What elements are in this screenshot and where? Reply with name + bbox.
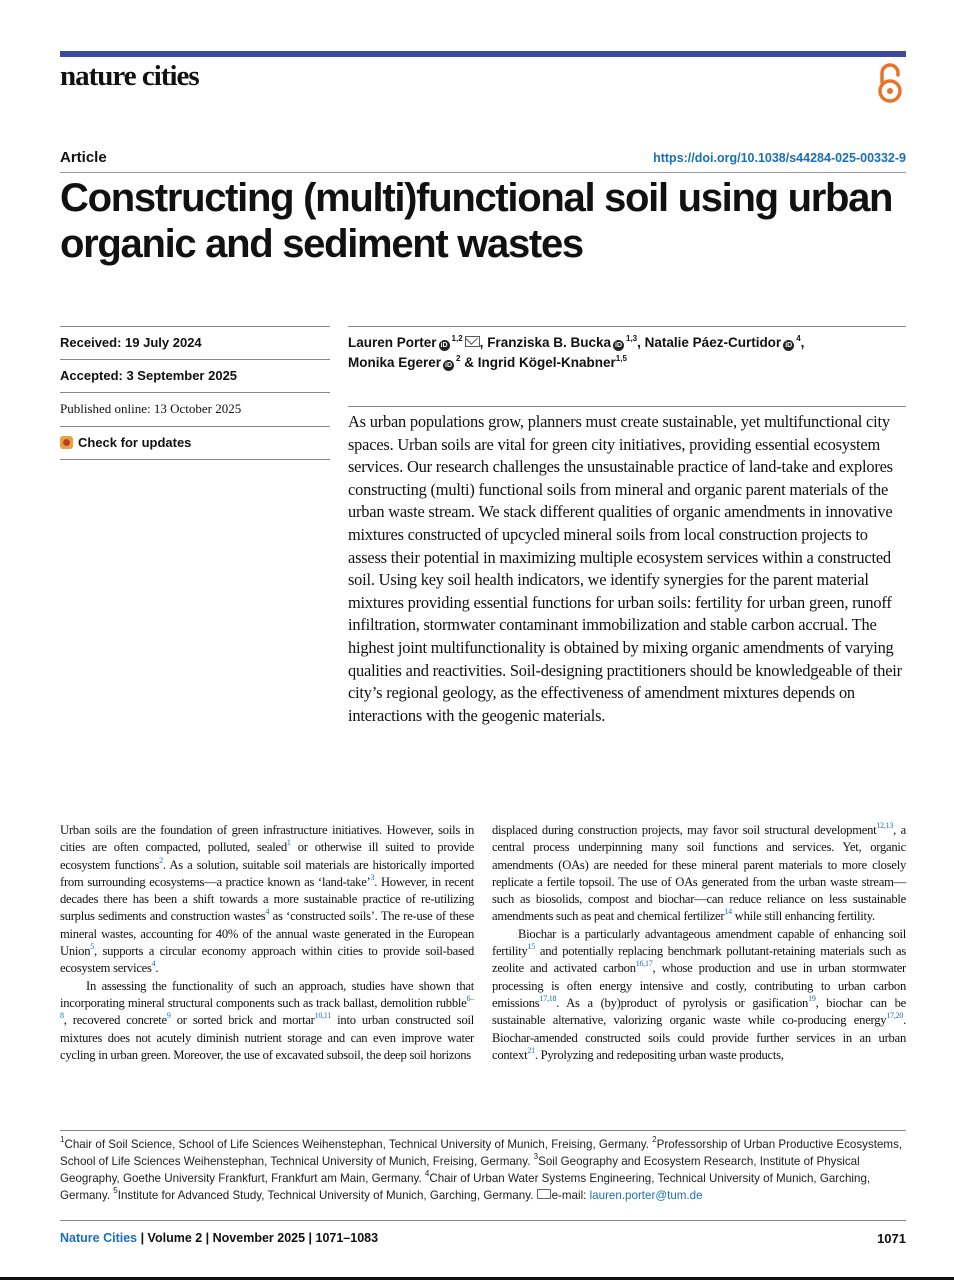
divider — [60, 172, 906, 173]
divider — [348, 406, 906, 407]
citation-ref[interactable]: 2 — [159, 855, 163, 865]
citation-ref[interactable]: 21 — [527, 1045, 535, 1055]
author-name[interactable]: Lauren Porter — [348, 335, 437, 350]
author-affiliation: 2 — [456, 354, 461, 363]
journal-top-bar — [60, 51, 906, 57]
affiliation-number: 2 — [652, 1135, 657, 1144]
author-name[interactable]: Ingrid Kögel-Knabner — [477, 355, 616, 370]
accepted-date: Accepted: 3 September 2025 — [60, 359, 330, 392]
body-column-right — [492, 822, 906, 1064]
divider — [60, 1220, 906, 1221]
separator: , — [800, 335, 805, 350]
citation-ref[interactable]: 6–8 — [60, 993, 474, 1021]
affiliation: Chair of Urban Water Systems Engineering, Technical University of Munich, Garching, Germany. — [60, 1172, 871, 1202]
author-name[interactable]: Franziska B. Bucka — [487, 335, 611, 350]
affiliation: Professorship of Urban Productive Ecosystems, School of Life Sciences Weihenstephan, Technical University of Munich, Freising, Germany. — [60, 1138, 903, 1168]
citation-ref[interactable]: 4 — [265, 907, 270, 917]
email-icon[interactable] — [465, 336, 480, 347]
journal-name: nature cities — [60, 60, 199, 92]
article-type: Article — [60, 149, 107, 166]
author-affiliation: 1,2 — [451, 334, 463, 343]
separator: , — [637, 335, 641, 350]
received-date: Received: 19 July 2024 — [60, 326, 330, 359]
open-access-icon — [872, 62, 908, 104]
affiliations — [60, 1136, 906, 1204]
footer-citation — [60, 1231, 378, 1245]
citation-ref[interactable]: 17,20 — [886, 1011, 904, 1021]
article-title: Constructing (multi)functional soil using urban organic and sediment wastes — [60, 176, 893, 266]
body-paragraph: displaced during construction projects, may favor soil structural development$^{12,13}$, a central process underpinning many soil functions and services. Yet, organic amendments (OAs) are needed for these mineral parent materials to more closely replicate a fertile topsoil. The use of OAs generated from the urban waste stream—such as biosolids, compost and biochar—can reduce reliance on less sustainable amendments such as peat and chemical fertilizer$^{14}$ while still enhancing fertility. — [492, 821, 907, 924]
orcid-icon[interactable]: iD — [785, 342, 793, 349]
citation-ref[interactable]: 14 — [724, 907, 732, 917]
footer-volume: | Volume 2 | November 2025 | 1071–1083 — [137, 1231, 379, 1245]
body-paragraph: Urban soils are the foundation of green infrastructure initiatives. However, soils in cities are often compacted, polluted, sealed$^1$ or otherwise ill suited to provide ecosystem functions$^2$. As a solution, suitable soil materials are historically imported from surrounding ecosystems—a practice known as ‘land-take’$^3$. However, in recent decades there has been a shift towards a more sustainable practice of re-utilizing surplus sediments and construction wastes$^4$ as ‘constructed soils’. The re-use of these mineral wastes, accounting for 40% of the annual waste generated in the European Union$^5$, supports a circular economy approach within cities to provide soil-based ecosystem services$^4$. — [60, 823, 475, 976]
email-label: e-mail: — [551, 1189, 590, 1202]
check-updates-icon — [60, 436, 73, 449]
email-link[interactable]: lauren.porter@tum.de — [589, 1189, 703, 1202]
author-affiliation: 1,3 — [626, 334, 638, 343]
author-name[interactable]: Monika Egerer — [348, 355, 442, 370]
body-paragraph: Biochar is a particularly advantageous amendment capable of enhancing soil fertility$^{15}$ and potentially replacing benchmark pollutant-retaining materials such as zeolite and activated carbon$^{16,17}$, whose production and use in urban stormwater processing is often energy intensive and costly, contributing to urban carbon emissions$^{17,18}$. As a (by)product of pyrolysis or gasification$^{19}$, biochar can be sustainable alternative, valorizing organic waste while co-producing energy$^{17,20}$. Biochar-amended constructed soils could provide further services in an urban context$^{21}$. Pyrolyzing and redepositing urban waste products, — [492, 926, 906, 1062]
check-updates-button[interactable] — [60, 426, 330, 460]
footer-journal[interactable]: Nature Cities — [60, 1231, 138, 1245]
orcid-icon[interactable]: iD — [445, 362, 453, 369]
orcid-icon[interactable]: iD — [440, 342, 448, 349]
author-affiliation: 1,5 — [615, 354, 627, 363]
separator: & — [464, 355, 474, 370]
article-history — [60, 326, 330, 460]
citation-ref[interactable]: 19 — [808, 993, 816, 1003]
email-icon — [537, 1189, 551, 1199]
body-paragraph: In assessing the functionality of such an approach, studies have shown that incorporating mineral structural components such as track ballast, demolition rubble$^{6-8}$, recovered concrete$^9$ or sorted brick and mortar$^{10,11}$ into urban constructed soil mixtures does not acutely diminish nutrient storage and can even improve water cycling in urban green. Moreover, the use of excavated subsoil, the deep soil horizons — [60, 978, 475, 1062]
citation-ref[interactable]: 16,17 — [635, 959, 653, 969]
affiliation: Institute for Advanced Study, Technical University of Munich, Garching, Germany. — [117, 1189, 537, 1202]
published-date: Published online: 13 October 2025 — [60, 392, 330, 426]
affiliation-number: 1 — [60, 1135, 65, 1144]
citation-ref[interactable]: 3 — [370, 872, 375, 882]
body-column-left — [60, 822, 474, 1064]
citation-ref[interactable]: 17,18 — [539, 993, 557, 1003]
abstract: As urban populations grow, planners must create sustainable, yet multifunctional city spaces. Urban soils are vital for green city initiatives, providing essential ecosystem services. Our research challenges the unsustainable practice of land-take and explores constructing (multi) functional soils from mineral and organic parent materials of the urban waste stream. We stack different qualities of organic amendments in innovative mixtures constructed of upcycled mineral soils from local construction projects to assess their potential in maximizing multiple ecosystem services within a constructed soil. Using key soil health indicators, we identify synergies for the parent material mixtures providing essential functions for urban soils: fertility for urban green, runoff infiltration, stormwater contaminant immobilization and stable carbon accrual. The highest joint multifunctionality is obtained by mixing organic amendments of varying qualities and reactivities. Soil-designing practitioners should be knowledgeable of their city’s regional geology, as the effectiveness of amendment mixtures depends on interactions with the geogenic materials. — [348, 412, 902, 725]
orcid-icon[interactable]: iD — [615, 342, 622, 349]
citation-ref[interactable]: 9 — [166, 1011, 171, 1021]
separator: , — [479, 335, 484, 350]
affiliation: Chair of Soil Science, School of Life Sciences Weihenstephan, Technical University of Munich, Freising, Germany. — [64, 1138, 653, 1151]
citation-ref[interactable]: 1 — [286, 838, 291, 848]
citation-ref[interactable]: 15 — [527, 942, 536, 952]
citation-ref[interactable]: 12,13 — [876, 821, 894, 830]
affiliation: Soil Geography and Ecosystem Research, Institute of Physical Geography, Goethe University Frankfurt, Frankfurt am Main, Germany. — [60, 1155, 860, 1185]
citation-ref[interactable]: 5 — [90, 942, 94, 952]
page-number: 1071 — [877, 1231, 906, 1246]
affiliation-number: 3 — [533, 1152, 539, 1161]
affiliation-number: 5 — [113, 1186, 118, 1195]
author-affiliation: 4 — [796, 334, 801, 343]
check-updates-label: Check for updates — [78, 435, 192, 450]
author-list — [348, 326, 906, 373]
citation-ref[interactable]: 10,11 — [314, 1011, 332, 1021]
citation-ref[interactable]: 4 — [151, 959, 156, 969]
affiliation-number: 4 — [424, 1169, 430, 1178]
doi-link[interactable]: https://doi.org/10.1038/s44284-025-00332-9 — [653, 151, 906, 165]
divider — [60, 1130, 906, 1131]
author-name[interactable]: Natalie Páez-Curtidor — [644, 335, 782, 350]
